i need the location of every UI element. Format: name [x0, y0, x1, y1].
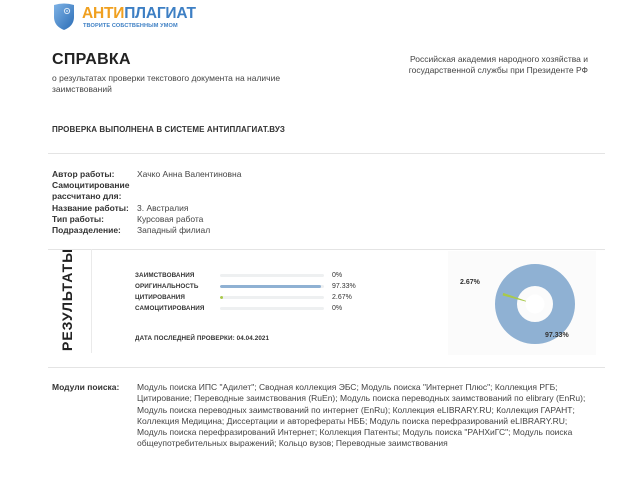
divider — [48, 153, 605, 154]
brand-part-plagiat: ПЛАГИАТ — [124, 5, 196, 22]
metric-label: ЦИТИРОВАНИЯ — [135, 294, 185, 301]
page-subtitle: о результатах проверки текстового документа на наличие заимствований — [52, 73, 281, 94]
metric-label: ЗАИМСТВОВАНИЯ — [135, 272, 195, 279]
metric-label: ОРИГИНАЛЬНОСТЬ — [135, 283, 199, 290]
modules-value: Модуль поиска ИПС "Адилет"; Сводная коллекция ЭБС; Модуль поиска "Интернет Плюс"; Коллекция РГБ; Цитирование; Переводные заимствования (RuEn); Модуль поиска переводных заимствований по elibrary (EnRu); Модуль поиска переводных заимствований по интернет (EnRu); Коллекция eLIBRARY.RU; Коллекция ГАРАНТ; Коллекция Медицина; Диссертации и авторефераты НББ; Модуль поиска перефразирований eLIBRARY.RU; Модуль поиска перефразирований Интернет; Коллекция Патенты; Модуль поиска "РАНХиГС"; Модуль поиска общеупотребительных выражений; Кольцо вузов; Переводные заимствования — [137, 382, 586, 449]
metric-value: 97.33% — [332, 283, 356, 290]
metric-bar — [220, 274, 324, 278]
metric-self-citations — [135, 303, 356, 314]
pie-label-originality: 97.33% — [545, 332, 569, 339]
info-value: Западный филиал — [137, 225, 211, 236]
donut-chart-panel — [448, 251, 596, 355]
brand-part-anti: АНТИ — [82, 5, 125, 22]
info-label: Название работы: — [52, 202, 129, 213]
shield-icon — [52, 3, 76, 31]
checked-in-system: ПРОВЕРКА ВЫПОЛНЕНА В СИСТЕМЕ АНТИПЛАГИАТ.ВУЗ — [52, 125, 286, 134]
metric-label: САМОЦИТИРОВАНИЯ — [135, 305, 205, 312]
metric-value: 2.67% — [332, 294, 352, 301]
info-row-department — [52, 225, 241, 236]
info-row-selfcitation — [52, 180, 241, 202]
info-row-author — [52, 169, 241, 180]
donut-hole — [526, 295, 545, 314]
metric-bar — [220, 307, 324, 311]
search-modules — [52, 382, 599, 450]
divider — [48, 367, 605, 368]
results-section — [48, 249, 605, 356]
document-info — [52, 169, 241, 236]
info-row-title — [52, 203, 241, 214]
metric-bar-fill — [220, 296, 223, 300]
info-label: Подразделение: — [52, 225, 121, 236]
divider-vertical — [91, 249, 92, 353]
brand-slogan: ТВОРИТЕ СОБСТВЕННЫМ УМОМ — [83, 23, 178, 29]
metric-value: 0% — [332, 272, 343, 279]
metric-originality — [135, 281, 356, 292]
brand-name — [82, 6, 196, 22]
info-value: Хачко Анна Валентиновна — [137, 169, 242, 179]
info-label: Самоцитирование рассчитано для: — [52, 180, 130, 202]
metric-bar — [220, 285, 324, 289]
antiplagiat-logo — [52, 3, 202, 33]
info-label: Тип работы: — [52, 213, 104, 224]
metric-bar — [220, 296, 324, 300]
page-title: СПРАВКА — [52, 51, 131, 68]
metric-bar-fill — [220, 285, 321, 289]
metric-citations — [135, 292, 356, 303]
metric-value: 0% — [332, 305, 343, 312]
info-value: 3. Австралия — [137, 202, 189, 213]
metric-borrowings — [135, 270, 356, 281]
modules-label: Модули поиска: — [52, 382, 120, 392]
info-label: Автор работы: — [52, 169, 115, 179]
organization-name: Российская академия народного хозяйства и государственной службы при Президенте РФ — [408, 54, 588, 75]
pie-label-citations: 2.67% — [460, 279, 480, 286]
info-row-type — [52, 214, 241, 225]
results-title: РЕЗУЛЬТАТЫ — [59, 248, 75, 351]
last-check-date: ДАТА ПОСЛЕДНЕЙ ПРОВЕРКИ: 04.04.2021 — [135, 335, 270, 342]
metrics-list — [135, 270, 356, 314]
info-value: Курсовая работа — [137, 213, 204, 224]
